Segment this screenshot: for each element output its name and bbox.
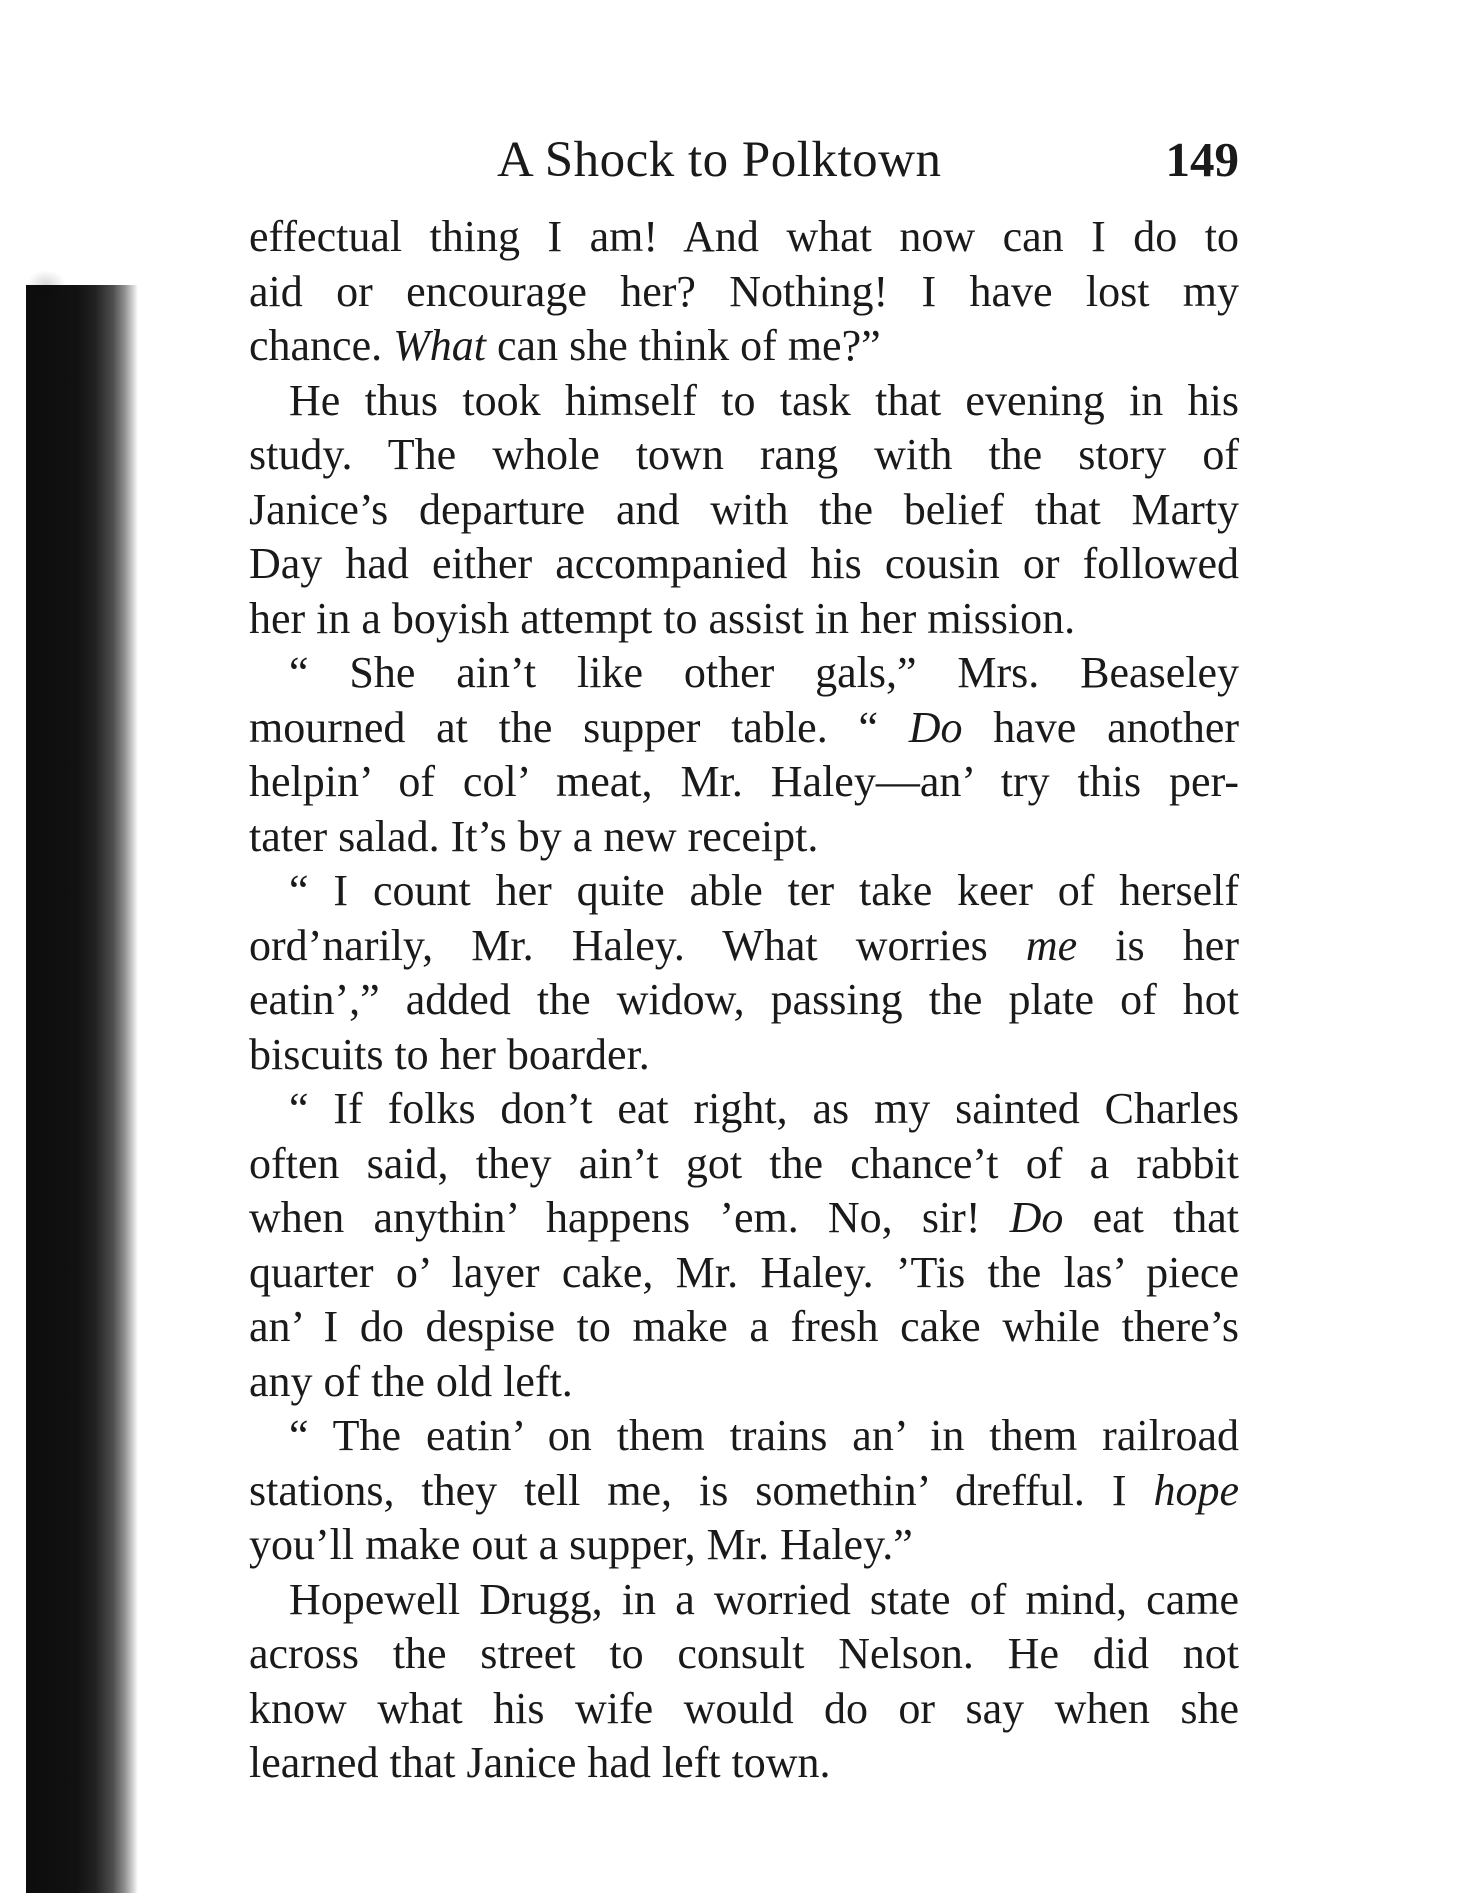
text-line-segment: mourned at the supper table. “: [249, 702, 909, 752]
text-line: aid or encourage her? Nothing! I have lost my: [249, 266, 1239, 316]
text-line: [249, 919, 1239, 974]
text-line: Janice’s departure and with the belief that Marty: [249, 484, 1239, 534]
text-line: tater salad. It’s by a new receipt.: [249, 811, 819, 861]
text-line: biscuits to her boarder.: [249, 1029, 650, 1079]
text-line-segment: have another: [962, 702, 1239, 752]
text-line: often said, they ain’t got the chance’t of a rabbit: [249, 1138, 1239, 1188]
book-page: [249, 0, 1239, 1893]
emphasis: hope: [1153, 1465, 1239, 1515]
text-line-segment: can she think of me?”: [486, 321, 881, 370]
text-line: effectual thing I am! And what now can I do to: [249, 212, 1239, 261]
text-line: “ If folks don’t eat right, as my sainted Charles: [289, 1084, 1239, 1133]
text-line: quarter o’ layer cake, Mr. Haley. ’Tis the las’ piece: [249, 1247, 1239, 1297]
text-line: Hopewell Drugg, in a worried state of mind, came: [289, 1574, 1239, 1624]
running-title: A Shock to Polktown: [497, 132, 942, 188]
text-line-segment: stations, they tell me, is somethin’ drefful. I: [249, 1465, 1154, 1515]
text-line-segment: eat that: [1063, 1193, 1239, 1242]
running-head: [249, 128, 1239, 192]
text-line: “ I count her quite able ter take keer of herself: [289, 866, 1239, 915]
text-line: [249, 1464, 1239, 1519]
text-line: an’ I do despise to make a fresh cake while there’s: [249, 1302, 1239, 1351]
text-line: her in a boyish attempt to assist in her mission.: [249, 593, 1076, 643]
text-line: He thus took himself to task that evening in his: [289, 375, 1239, 425]
text-line: learned that Janice had left town.: [249, 1738, 831, 1787]
text-line: [249, 701, 1239, 756]
text-line: helpin’ of col’ meat, Mr. Haley—an’ try this per-: [249, 757, 1239, 806]
emphasis: me: [1025, 920, 1078, 970]
page-number: 149: [1165, 132, 1239, 187]
text-line-segment: is her: [1077, 920, 1239, 970]
text-line-segment: ord’narily, Mr. Haley. What worries: [249, 920, 1026, 970]
text-line-segment: chance.: [249, 321, 394, 370]
text-line: [249, 1191, 1239, 1246]
text-line: eatin’,” added the widow, passing the plate of hot: [249, 975, 1239, 1024]
text-line: you’ll make out a supper, Mr. Haley.”: [249, 1520, 913, 1569]
emphasis: What: [393, 321, 487, 370]
text-line: across the street to consult Nelson. He did not: [249, 1629, 1239, 1678]
text-line: Day had either accompanied his cousin or followed: [249, 539, 1239, 588]
emphasis: Do: [908, 702, 963, 752]
body-text: [249, 210, 1239, 1791]
text-line: [249, 319, 1239, 374]
text-line-segment: when anythin’ happens ’em. No, sir!: [249, 1193, 1010, 1242]
text-line: any of the old left.: [249, 1356, 573, 1406]
emphasis: Do: [1009, 1193, 1064, 1242]
text-line: know what his wife would do or say when she: [249, 1683, 1239, 1733]
scan-gutter-shadow: [26, 285, 138, 1893]
text-line: “ The eatin’ on them trains an’ in them railroad: [289, 1411, 1239, 1460]
text-line: study. The whole town rang with the story of: [249, 430, 1239, 479]
text-line: “ She ain’t like other gals,” Mrs. Beaseley: [289, 648, 1239, 697]
